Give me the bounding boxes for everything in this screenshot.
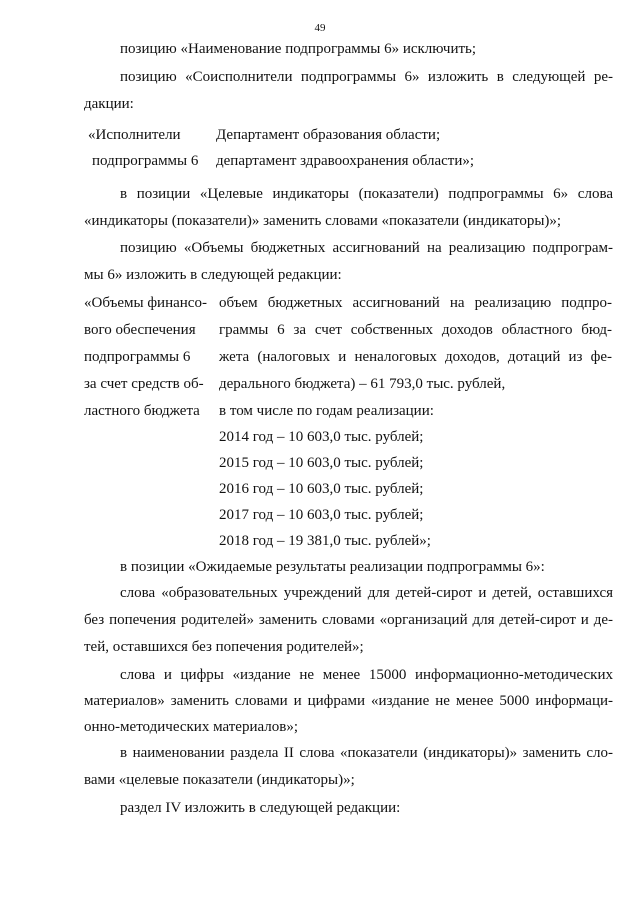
table-finance-left-4: за счет средств об- (84, 376, 204, 392)
paragraph-materials-line3: онно-методических материалов»; (84, 719, 299, 735)
paragraph-materials-line1: слова и цифры «издание не менее 15000 информационно-методических (120, 667, 613, 683)
paragraph-budget-line2: мы 6» изложить в следующей редакции: (84, 267, 342, 283)
table-finance-left-2: вого обеспечения (84, 322, 196, 338)
table-finance-right-1: объем бюджетных ассигнований на реализацию подпро- (219, 295, 612, 311)
table-finance-year-2018: 2018 год – 19 381,0 тыс. рублей»; (219, 533, 431, 549)
table-finance-right-2: граммы 6 за счет собственных доходов областного бюд- (219, 322, 612, 338)
table-executors-right-2: департамент здравоохранения области»; (216, 153, 475, 169)
paragraph-indicators-line2: «индикаторы (показатели)» заменить словами «показатели (индикаторы)»; (84, 213, 562, 229)
paragraph-indicators-line1: в позиции «Целевые индикаторы (показатели) подпрограммы 6» слова (120, 186, 613, 202)
table-finance-year-2016: 2016 год – 10 603,0 тыс. рублей; (219, 481, 424, 497)
table-finance-right-5: в том числе по годам реализации: (219, 403, 434, 419)
paragraph-orphans-line3: тей, оставшихся без попечения родителей»; (84, 639, 364, 655)
table-executors-left-1: «Исполнители (88, 127, 181, 143)
table-finance-year-2015: 2015 год – 10 603,0 тыс. рублей; (219, 455, 424, 471)
paragraph-expected-results: в позиции «Ожидаемые результаты реализации подпрограммы 6»: (120, 559, 545, 575)
table-executors-left-2: подпрограммы 6 (92, 153, 199, 169)
table-finance-right-3: жета (налоговых и неналоговых доходов, дотаций из фе- (219, 349, 612, 365)
paragraph-section2-line2: вами «целевые показатели (индикаторы)»; (84, 772, 355, 788)
paragraph-section2-line1: в наименовании раздела II слова «показатели (индикаторы)» заменить сло- (120, 745, 613, 761)
table-finance-right-4: дерального бюджета) – 61 793,0 тыс. рублей, (219, 376, 506, 392)
paragraph-materials-line2: материалов» заменить словами и цифрами «издание не менее 5000 информаци- (84, 693, 613, 709)
table-finance-left-1: «Объемы финансо- (84, 295, 207, 311)
table-finance-left-3: подпрограммы 6 (84, 349, 191, 365)
paragraph-orphans-line2: без попечения родителей» заменить словами «организаций для детей-сирот и де- (84, 612, 613, 628)
paragraph-orphans-line1: слова «образовательных учреждений для детей-сирот и детей, оставшихся (120, 585, 613, 601)
paragraph-remove-name: позицию «Наименование подпрограммы 6» исключить; (120, 41, 477, 57)
table-finance-left-5: ластного бюджета (84, 403, 200, 419)
paragraph-coexecutors-line1: позицию «Соисполнители подпрограммы 6» изложить в следующей ре- (120, 69, 613, 85)
table-finance-year-2014: 2014 год – 10 603,0 тыс. рублей; (219, 429, 424, 445)
table-executors-right-1: Департамент образования области; (216, 127, 441, 143)
paragraph-coexecutors-line2: дакции: (84, 96, 134, 112)
table-finance-year-2017: 2017 год – 10 603,0 тыс. рублей; (219, 507, 424, 523)
paragraph-budget-line1: позицию «Объемы бюджетных ассигнований на реализацию подпрограм- (120, 240, 613, 256)
paragraph-section4: раздел IV изложить в следующей редакции: (120, 800, 401, 816)
page-number: 49 (314, 22, 326, 34)
